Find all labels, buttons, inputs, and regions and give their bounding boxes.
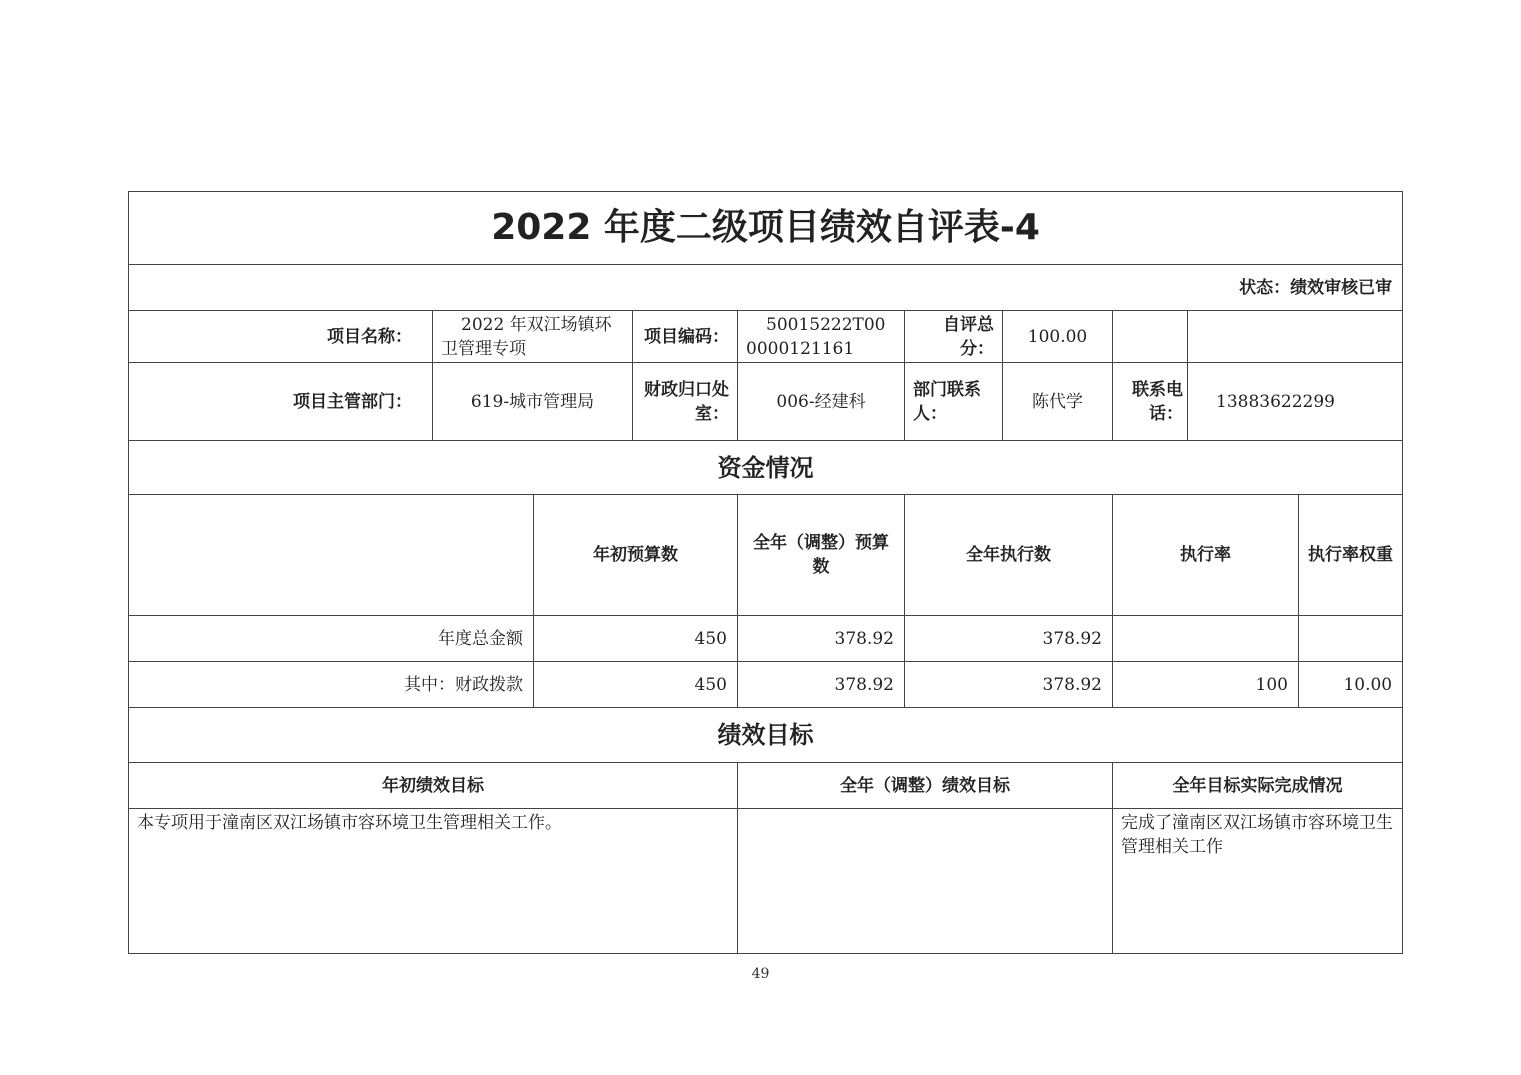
funds-cell: [1299, 616, 1403, 662]
funds-cell: 450: [534, 662, 738, 708]
funds-cell: 100: [1113, 662, 1299, 708]
contact-person-value: 陈代学: [1003, 363, 1113, 441]
goals-header-actual: 全年目标实际完成情况: [1113, 763, 1403, 809]
self-score-value: 100.00: [1003, 311, 1113, 363]
goals-section-title: 绩效目标: [129, 708, 1403, 763]
empty-cell: [129, 495, 534, 616]
funds-cell: 10.00: [1299, 662, 1403, 708]
finance-office-value: 006-经建科: [738, 363, 905, 441]
finance-office-label: 财政归口处室：: [633, 363, 738, 441]
goals-header-adjusted: 全年（调整）绩效目标: [738, 763, 1113, 809]
department-label: 项目主管部门：: [129, 363, 433, 441]
table-row: [129, 662, 1403, 708]
evaluation-table: [128, 191, 1403, 954]
funds-cell: 378.92: [905, 662, 1113, 708]
table-row: [129, 616, 1403, 662]
goal-actual-text: 完成了潼南区双江场镇市容环境卫生管理相关工作: [1113, 809, 1403, 954]
department-value: 619-城市管理局: [433, 363, 633, 441]
funds-header-execution-rate: 执行率: [1113, 495, 1299, 616]
funds-cell: 378.92: [905, 616, 1113, 662]
page-number: 49: [751, 966, 770, 982]
empty-cell: [1188, 311, 1403, 363]
contact-person-label: 部门联系人：: [905, 363, 1003, 441]
empty-cell: [1113, 311, 1188, 363]
funds-header-initial-budget: 年初预算数: [534, 495, 738, 616]
evaluation-form: [128, 191, 1402, 954]
funds-cell: 450: [534, 616, 738, 662]
phone-label: 联系电话：: [1113, 363, 1188, 441]
form-title: 2022 年度二级项目绩效自评表-4: [129, 192, 1403, 265]
goal-initial-text: 本专项用于潼南区双江场镇市容环境卫生管理相关工作。: [129, 809, 738, 954]
funds-section-title: 资金情况: [129, 441, 1403, 495]
funds-cell: 378.92: [738, 616, 905, 662]
goal-adjusted-text: [738, 809, 1113, 954]
funds-header-executed: 全年执行数: [905, 495, 1113, 616]
goals-header-initial: 年初绩效目标: [129, 763, 738, 809]
project-name-label: 项目名称：: [129, 311, 433, 363]
project-code-value: 50015222T000000121161: [738, 311, 905, 363]
phone-value: 13883622299: [1188, 363, 1403, 441]
funds-row-label: 其中：财政拨款: [129, 662, 534, 708]
status-text: 状态：绩效审核已审: [129, 265, 1403, 311]
funds-header-rate-weight: 执行率权重: [1299, 495, 1403, 616]
funds-header-adjusted-budget: 全年（调整）预算数: [738, 495, 905, 616]
funds-cell: 378.92: [738, 662, 905, 708]
self-score-label: 自评总分：: [905, 311, 1003, 363]
project-code-label: 项目编码：: [633, 311, 738, 363]
funds-cell: [1113, 616, 1299, 662]
project-name-value: 2022 年双江场镇环卫管理专项: [433, 311, 633, 363]
funds-row-label: 年度总金额: [129, 616, 534, 662]
